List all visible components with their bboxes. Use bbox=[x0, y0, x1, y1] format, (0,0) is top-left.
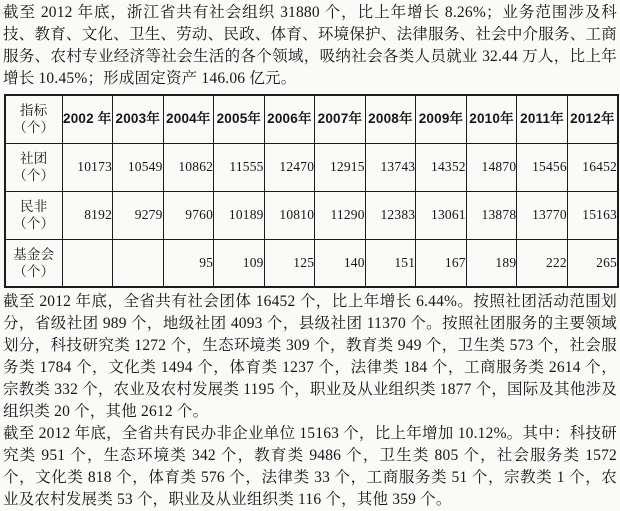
value-cell: 8192 bbox=[62, 191, 113, 239]
social-organizations-table bbox=[4, 94, 619, 288]
year-header-cell: 2012年 bbox=[567, 95, 618, 143]
paragraph-shetuan-detail: 截至 2012 年底，全省共有社会团体 16452 个，比上年增长 6.44%。按照社团活动范围划分，省级社团 989 个，地级社团 4093 个，县级社团 11370 个。按照社团服务的主要领域划分，科技研究类 1272 个，生态环境类 309 个，教育类 949 个，卫生类 573 个，社会服务类 1784 个，文化类 1494 个，体育类 1237 个，法律类 184 个，工商服务类 2614 个，宗教类 332 个，农业及农村发展类 1195 个，职业及从业组织类 1877 个，国际及其他涉及组织类 20 个，其他 2612 个。 bbox=[3, 293, 617, 420]
value-cell: 11555 bbox=[214, 143, 265, 191]
row-unit: （个） bbox=[13, 263, 55, 279]
paragraph-overview: 截至 2012 年底，浙江省共有社会组织 31880 个，比上年增长 8.26%；业务范围涉及科技、教育、文化、卫生、劳动、民政、体育、环境保护、法律服务、社会中介服务、工商服务、农村专业经济等社会生活的各个领域，吸纳社会各类人员就业 32.44 万人，比上年增长 10.45%；形成固定资产 146.06 亿元。 bbox=[3, 4, 617, 87]
value-cell: 125 bbox=[264, 239, 315, 287]
row-unit: （个） bbox=[13, 216, 55, 231]
value-cell: 140 bbox=[315, 239, 366, 287]
year-header-cell: 2004年 bbox=[163, 95, 214, 143]
value-cell: 109 bbox=[214, 239, 265, 287]
value-cell: 10549 bbox=[113, 143, 164, 191]
table-corner-cell bbox=[5, 95, 62, 143]
value-cell: 265 bbox=[567, 239, 618, 287]
year-header-cell: 2008年 bbox=[365, 95, 416, 143]
paragraph-minfei-detail: 截至 2012 年底，全省共有民办非企业单位 15163 个，比上年增加 10.12%。其中：科技研究类 951 个，生态环境类 342 个，教育类 9486 个，卫生类 805 个，社会服务类 1572 个，文化类 818 个，体育类 576 个，法律类 33 个，工商服务类 51 个，宗教类 1 个，农业及农村发展类 53 个，职业及从业组织类 116 个，其他 359 个。 bbox=[3, 425, 617, 508]
value-cell: 222 bbox=[517, 239, 568, 287]
row-label: 民非 bbox=[20, 199, 48, 214]
value-cell: 15456 bbox=[517, 143, 568, 191]
table-header-row bbox=[5, 95, 618, 143]
value-cell: 167 bbox=[416, 239, 467, 287]
row-label: 社团 bbox=[20, 151, 48, 166]
value-cell: 13743 bbox=[365, 143, 416, 191]
table-row-minfei bbox=[5, 191, 618, 239]
value-cell: 95 bbox=[163, 239, 214, 287]
value-cell: 14870 bbox=[466, 143, 517, 191]
year-header-cell: 2011年 bbox=[517, 95, 568, 143]
value-cell: 12383 bbox=[365, 191, 416, 239]
year-header-cell: 2009年 bbox=[416, 95, 467, 143]
value-cell bbox=[113, 239, 164, 287]
value-cell: 189 bbox=[466, 239, 517, 287]
value-cell: 16452 bbox=[567, 143, 618, 191]
row-label-cell bbox=[5, 191, 62, 239]
year-header-cell: 2005年 bbox=[214, 95, 265, 143]
value-cell: 151 bbox=[365, 239, 416, 287]
year-header-cell: 2007年 bbox=[315, 95, 366, 143]
value-cell: 15163 bbox=[567, 191, 618, 239]
value-cell: 13878 bbox=[466, 191, 517, 239]
table-row-jijinhui bbox=[5, 239, 618, 287]
value-cell: 10189 bbox=[214, 191, 265, 239]
year-header-cell: 2006年 bbox=[264, 95, 315, 143]
value-cell: 10862 bbox=[163, 143, 214, 191]
value-cell: 10810 bbox=[264, 191, 315, 239]
value-cell: 12915 bbox=[315, 143, 366, 191]
row-label-cell bbox=[5, 239, 62, 287]
corner-unit: （个） bbox=[13, 120, 55, 136]
value-cell: 12470 bbox=[264, 143, 315, 191]
table-row-shetuan bbox=[5, 143, 618, 191]
value-cell: 9279 bbox=[113, 191, 164, 239]
year-header-cell: 2002 年 bbox=[62, 95, 113, 143]
value-cell: 14352 bbox=[416, 143, 467, 191]
value-cell: 13770 bbox=[517, 191, 568, 239]
row-unit: （个） bbox=[13, 168, 55, 183]
corner-label: 指标 bbox=[20, 103, 48, 119]
year-header-cell: 2010年 bbox=[466, 95, 517, 143]
row-label-cell bbox=[5, 143, 62, 191]
value-cell: 13061 bbox=[416, 191, 467, 239]
year-header-cell: 2003年 bbox=[113, 95, 164, 143]
value-cell bbox=[62, 239, 113, 287]
value-cell: 10173 bbox=[62, 143, 113, 191]
row-label: 基金会 bbox=[13, 246, 55, 262]
value-cell: 9760 bbox=[163, 191, 214, 239]
value-cell: 11290 bbox=[315, 191, 366, 239]
